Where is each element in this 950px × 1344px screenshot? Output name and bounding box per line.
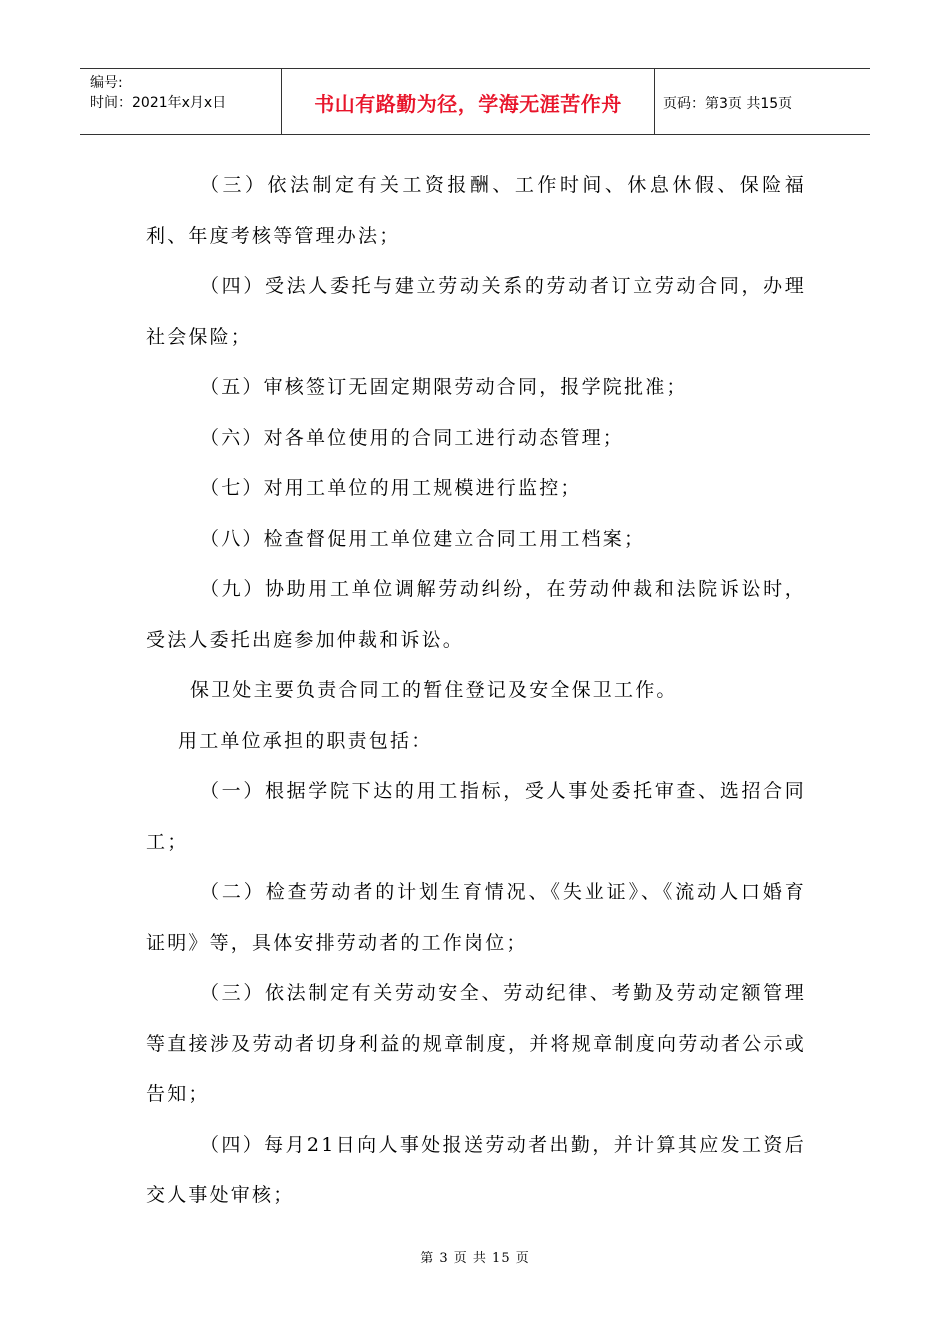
paragraph: （七）对用工单位的用工规模进行监控； [200,477,582,499]
header-page-cell [655,70,870,135]
header-motto: 书山有路勤为径，学海无涯苦作舟 [314,92,622,116]
paragraph: （八）检查督促用工单位建立合同工用工档案； [200,527,646,550]
paragraph: 用工单位承担的职责包括： [178,729,433,752]
document-number-label: 编号: [90,75,123,91]
header-page-number: 页码：第3页 共15页 [663,95,793,112]
paragraph: （四）每月21日向人事处报送劳动者出勤，并计算其应发工资后交人事处审核； [146,1133,806,1206]
document-body [146,160,806,1221]
paragraph: （五）审核签订无固定期限劳动合同，报学院批准； [200,376,688,398]
page-header [80,68,870,135]
paragraph: 保卫处主要负责合同工的暂住登记及安全保卫工作。 [190,679,678,701]
page-footer: 第 3 页 共 15 页 [420,1251,530,1266]
paragraph: （二）检查劳动者的计划生育情况、《失业证》、《流动人口婚育证明》等，具体安排劳动者的工作岗位； [146,881,806,954]
document-time-label: 时间：2021年x月x日 [90,95,227,111]
header-motto-cell [282,69,655,134]
paragraph: （一）根据学院下达的用工指标，受人事处委托审查、选招合同工； [146,780,806,853]
paragraph: （六）对各单位使用的合同工进行动态管理； [200,426,625,449]
paragraph: （三）依法制定有关工资报酬、工作时间、休息休假、保险福利、年度考核等管理办法； [146,174,806,247]
paragraph: （三）依法制定有关劳动安全、劳动纪律、考勤及劳动定额管理等直接涉及劳动者切身利益的规章制度，并将规章制度向劳动者公示或告知； [146,982,806,1105]
header-meta [80,69,282,134]
paragraph: （四）受法人委托与建立劳动关系的劳动者订立劳动合同，办理社会保险； [146,275,806,348]
paragraph: （九）协助用工单位调解劳动纠纷，在劳动仲裁和法院诉讼时，受法人委托出庭参加仲裁和诉讼。 [146,578,806,651]
